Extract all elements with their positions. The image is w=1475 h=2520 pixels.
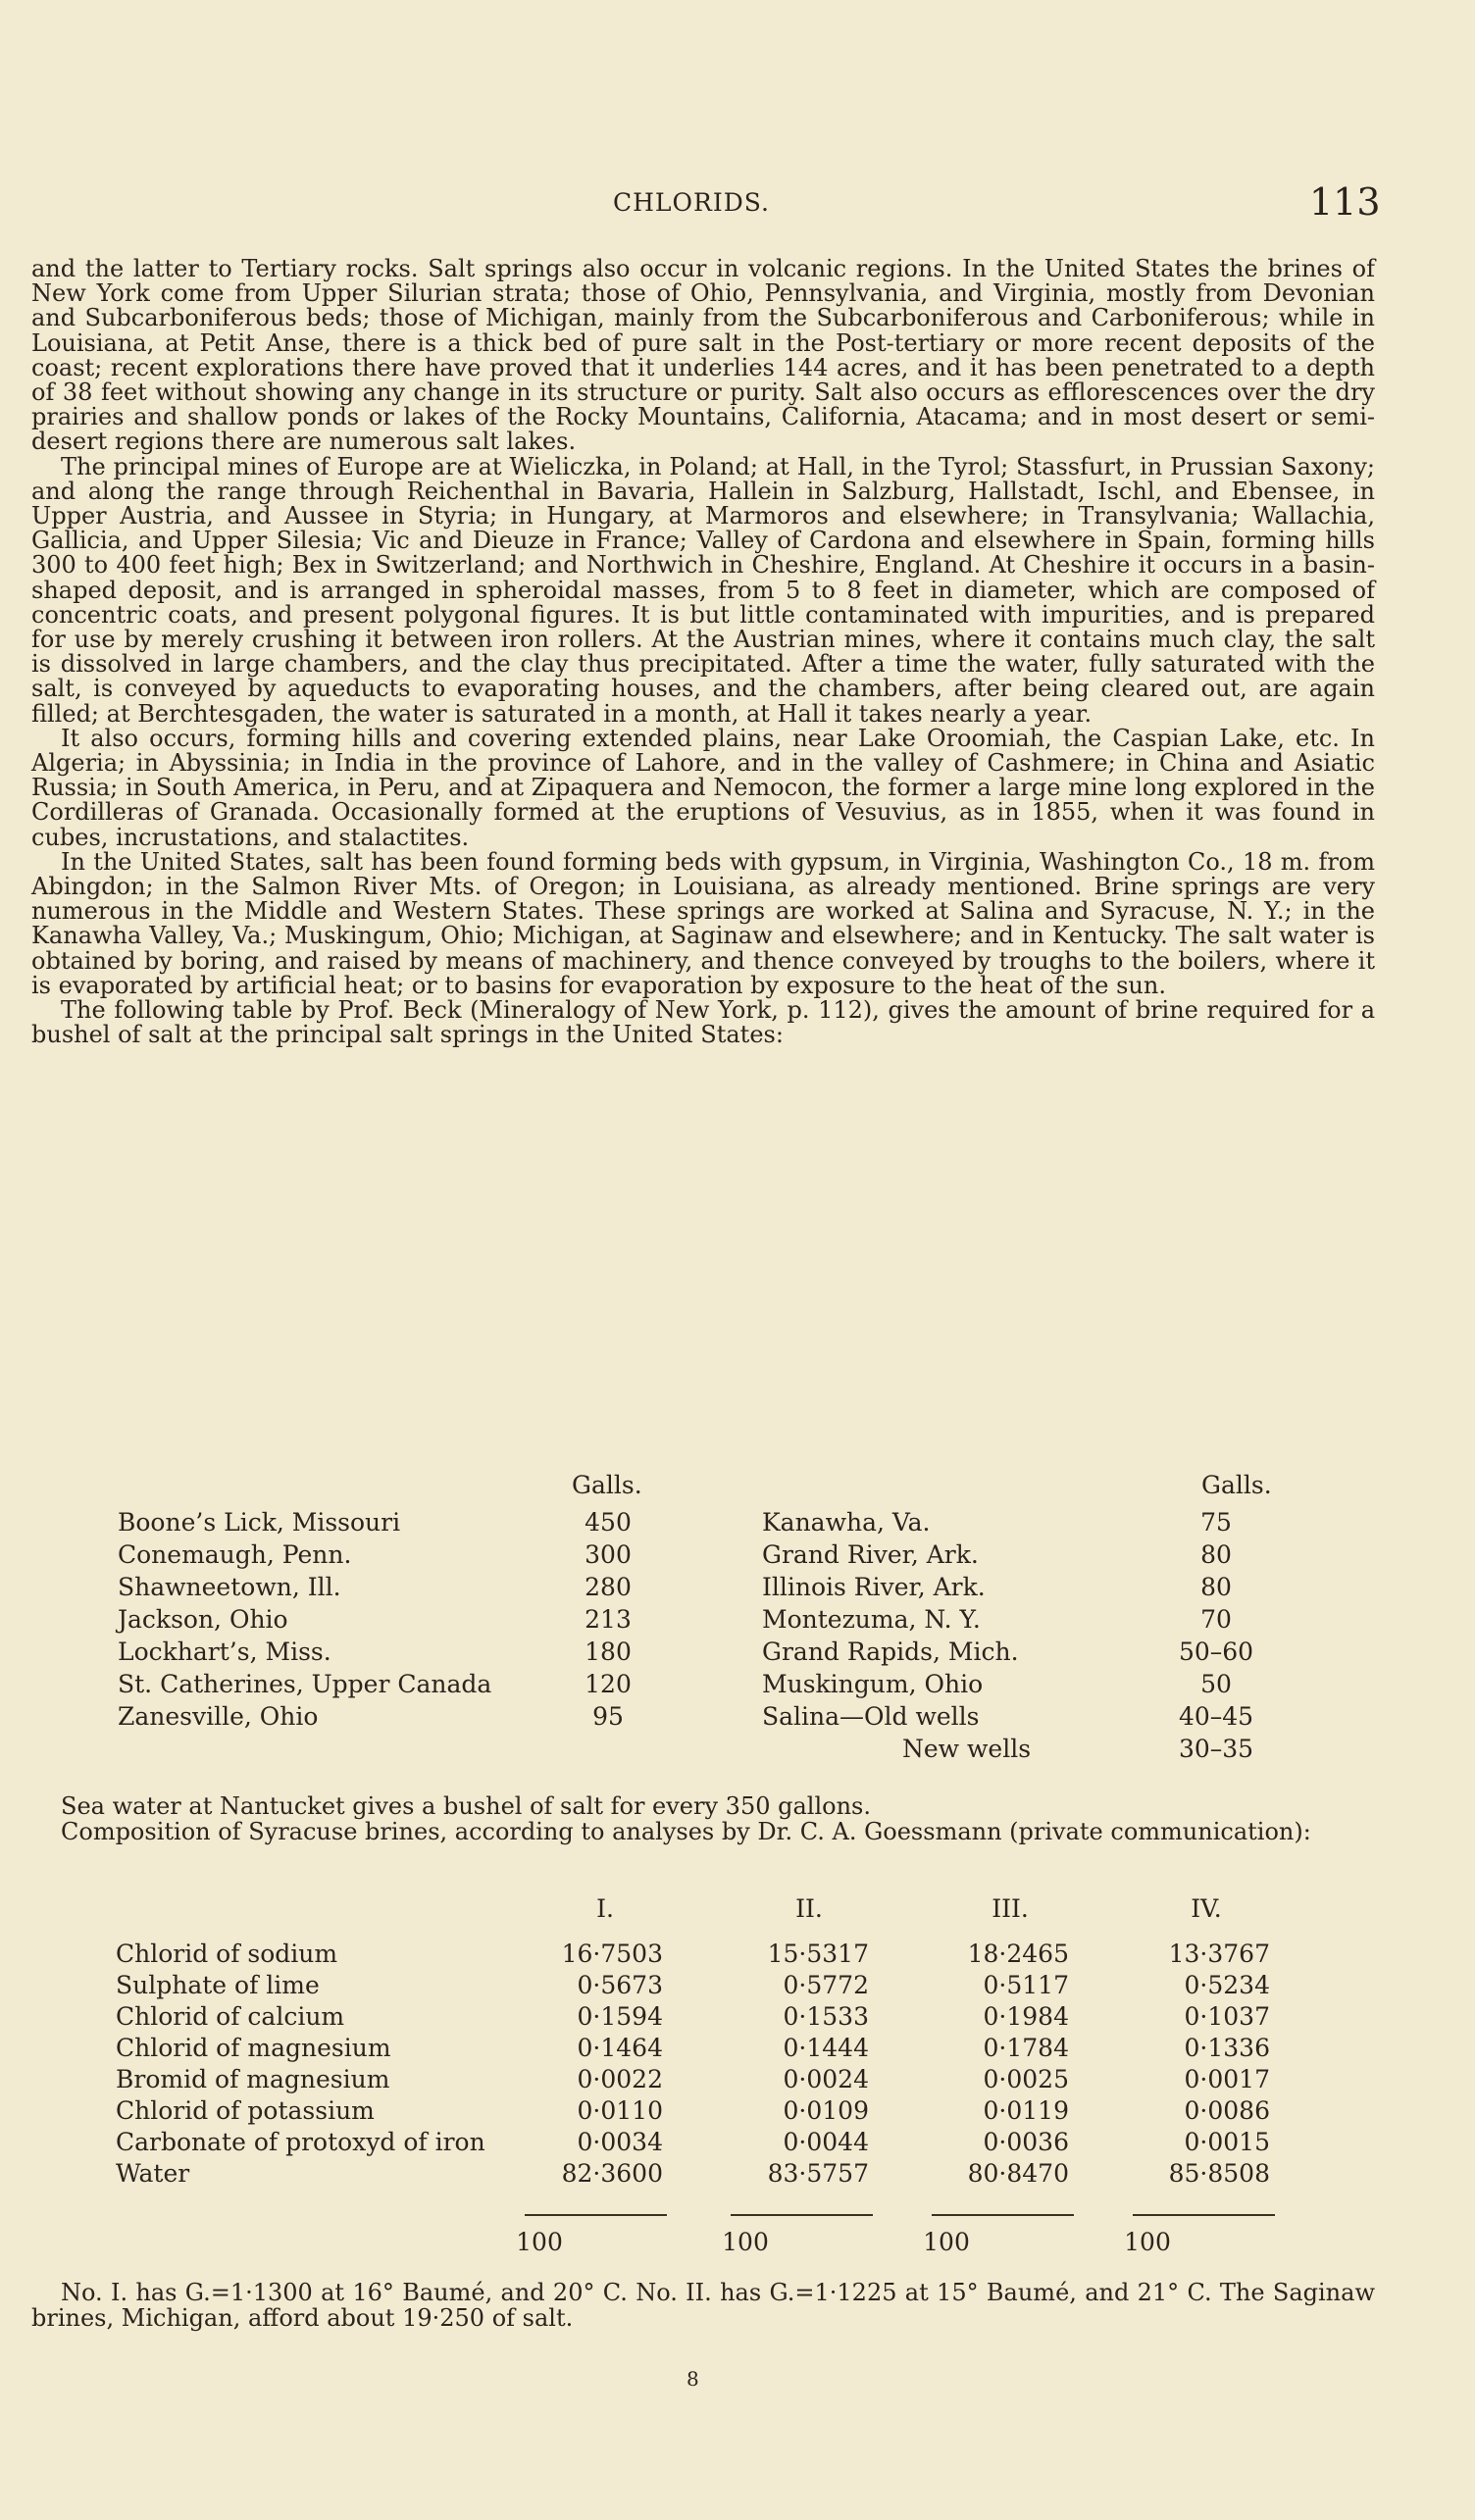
column-header: II. <box>795 1894 823 1923</box>
cell-value: 0·5772 <box>783 1971 869 1999</box>
table-row <box>0 2034 1475 2065</box>
place-name: St. Catherines, Upper Canada <box>118 1670 492 1698</box>
table-row <box>0 1735 1475 1767</box>
column-header: I. <box>596 1894 614 1923</box>
galls-value: 180 <box>585 1638 632 1666</box>
place-name: Zanesville, Ohio <box>118 1702 319 1731</box>
compound-name: Chlorid of sodium <box>116 1940 338 1968</box>
place-name: New wells <box>902 1735 1032 1763</box>
galls-value: 120 <box>585 1670 632 1698</box>
cell-value: 15·5317 <box>767 1940 869 1968</box>
cell-value: 0·0015 <box>1184 2128 1270 2156</box>
table-row <box>0 1508 1475 1540</box>
place-name: Salina—Old wells <box>762 1702 980 1731</box>
table-row <box>0 1638 1475 1670</box>
cell-value: 0·5234 <box>1184 1971 1270 1999</box>
place-name: Kanawha, Va. <box>762 1508 931 1537</box>
cell-value: 0·1594 <box>577 2002 663 2031</box>
place-name: Muskingum, Ohio <box>762 1670 984 1698</box>
table-row <box>0 2065 1475 2096</box>
paragraph-5: The following table by Prof. Beck (Mineralogy of New York, p. 112), gives the amount of brine required for a bushel of salt at the principal salt springs in the United States: <box>31 996 1375 1049</box>
table-row <box>0 1540 1475 1573</box>
cell-value: 85·8508 <box>1168 2159 1270 2188</box>
compound-name: Water <box>116 2159 190 2188</box>
galls-header-right: Galls. <box>1201 1471 1272 1499</box>
galls-header-left: Galls. <box>572 1471 642 1499</box>
cell-value: 0·0034 <box>577 2128 663 2156</box>
place-name: Grand Rapids, Mich. <box>762 1638 1019 1666</box>
cell-value: 80·8470 <box>967 2159 1069 2188</box>
galls-value: 300 <box>585 1540 632 1569</box>
cell-value: 0·0110 <box>577 2096 663 2125</box>
cell-value: 0·0044 <box>783 2128 869 2156</box>
paragraph-4: In the United States, salt has been found forming beds with gypsum, in Virginia, Washington Co., 18 m. from Abingdon; in the Salmon River Mts. of Oregon; in Louisiana, as already mentioned. Brine springs are very numerous in the Middle and Western States. These springs are worked at Salina and Syracuse, N. Y.; in the Kanawha Valley, Va.; Muskingum, Ohio; Michigan, at Saginaw and elsewhere; and in Kentucky. The salt water is obtained by boring, and raised by means of machinery, and thence conveyed by troughs to the boilers, where it is evaporated by artificial heat; or to basins for evaporation by exposure to the heat of the sun. <box>31 847 1375 999</box>
galls-value: 280 <box>585 1573 632 1601</box>
cell-value: 0·0024 <box>783 2065 869 2093</box>
signature-mark: 8 <box>687 2367 699 2391</box>
cell-value: 0·0025 <box>983 2065 1069 2093</box>
compound-name: Chlorid of magnesium <box>116 2034 391 2062</box>
table-row <box>0 1605 1475 1638</box>
sea-water-note: Sea water at Nantucket gives a bushel of salt for every 350 gallons. <box>61 1792 871 1820</box>
cell-value: 16·7503 <box>561 1940 663 1968</box>
compound-name: Chlorid of calcium <box>116 2002 345 2031</box>
table-row <box>0 2159 1475 2191</box>
body-text <box>31 257 1375 1048</box>
cell-value: 0·1784 <box>983 2034 1069 2062</box>
table-row <box>0 1702 1475 1735</box>
galls-value: 80 <box>1200 1573 1232 1601</box>
footnote-text: No. I. has G.=1·1300 at 16° Baumé, and 20° C. No. II. has G.=1·1225 at 15° Baumé, and 21° C. The Saginaw brines, Michigan, afford about 19·250 of salt. <box>31 2279 1375 2332</box>
cell-value: 0·1037 <box>1184 2002 1270 2031</box>
total-value: 100 <box>722 2228 769 2256</box>
table-row <box>0 2096 1475 2128</box>
galls-value: 50 <box>1200 1670 1232 1698</box>
galls-value: 80 <box>1200 1540 1232 1569</box>
total-rule <box>731 2214 873 2216</box>
cell-value: 0·1444 <box>783 2034 869 2062</box>
total-value: 100 <box>516 2228 563 2256</box>
cell-value: 0·1464 <box>577 2034 663 2062</box>
galls-value: 95 <box>592 1702 624 1731</box>
place-name: Boone’s Lick, Missouri <box>118 1508 401 1537</box>
total-rule <box>1133 2214 1275 2216</box>
table-row <box>0 2002 1475 2034</box>
paragraph-2: The principal mines of Europe are at Wieliczka, in Poland; at Hall, in the Tyrol; Stassfurt, in Prussian Saxony; and along the range through Reichenthal in Bavaria, Hallein in Salzburg, Hallstadt, Ischl, and Ebensee, in Upper Austria, and Aussee in Styria; in Hungary, at Marmoros and elsewhere; in Transylvania; Wallachia, Gallicia, and Upper Silesia; Vic and Dieuze in France; Valley of Cardona and elsewhere in Spain, forming hills 300 to 400 feet high; Bex in Switzerland; and Northwich in Cheshire, England. At Cheshire it occurs in a basin-shaped deposit, and is arranged in spheroidal masses, from 5 to 8 feet in diameter, which are composed of concentric coats, and present polygonal figures. It is but little contaminated with impurities, and is prepared for use by merely crushing it between iron rollers. At the Austrian mines, where it contains much clay, the salt is dissolved in large chambers, and the clay thus precipitated. After a time the water, fully saturated with the salt, is conveyed by aqueducts to evaporating houses, and the chambers, after being cleared out, are again filled; at Berchtesgaden, the water is saturated in a month, at Hall it takes nearly a year. <box>31 452 1375 728</box>
cell-value: 0·0036 <box>983 2128 1069 2156</box>
composition-intro: Composition of Syracuse brines, according to analyses by Dr. C. A. Goessmann (private communication): <box>61 1817 1311 1845</box>
place-name: Illinois River, Ark. <box>762 1573 986 1601</box>
table-row <box>0 1573 1475 1605</box>
cell-value: 0·5117 <box>983 1971 1069 1999</box>
place-name: Conemaugh, Penn. <box>118 1540 352 1569</box>
cell-value: 82·3600 <box>561 2159 663 2188</box>
compound-name: Chlorid of potassium <box>116 2096 375 2125</box>
composition-table <box>0 1894 1475 2272</box>
cell-value: 0·0109 <box>783 2096 869 2125</box>
table-row <box>0 1940 1475 1971</box>
paragraph-1: and the latter to Tertiary rocks. Salt springs also occur in volcanic regions. In the United States the brines of New York come from Upper Silurian strata; those of Ohio, Pennsylvania, and Virginia, mostly from Devonian and Subcarboniferous beds; those of Michigan, mainly from the Subcarboniferous and Carboniferous; while in Louisiana, at Petit Anse, there is a thick bed of pure salt in the Post-tertiary or more recent deposits of the coast; recent explorations there have proved that it underlies 144 acres, and it has been penetrated to a depth of 38 feet without showing any change in its structure or purity. Salt also occurs as efflorescences over the dry prairies and shallow ponds or lakes of the Rocky Mountains, California, Atacama; and in most desert or semi-desert regions there are numerous salt lakes. <box>31 255 1375 456</box>
galls-value: 30–35 <box>1178 1735 1254 1763</box>
place-name: Jackson, Ohio <box>118 1605 288 1634</box>
total-rule <box>525 2214 667 2216</box>
footnote <box>31 2280 1375 2331</box>
compound-name: Bromid of magnesium <box>116 2065 390 2093</box>
total-value: 100 <box>1124 2228 1171 2256</box>
cell-value: 0·5673 <box>577 1971 663 1999</box>
galls-value: 70 <box>1200 1605 1232 1634</box>
galls-value: 75 <box>1200 1508 1232 1537</box>
table-row <box>0 2128 1475 2159</box>
compound-name: Sulphate of lime <box>116 1971 320 1999</box>
cell-value: 83·5757 <box>767 2159 869 2188</box>
column-header: IV. <box>1191 1894 1222 1923</box>
place-name: Lockhart’s, Miss. <box>118 1638 331 1666</box>
cell-value: 0·0022 <box>577 2065 663 2093</box>
table-row <box>0 1971 1475 2002</box>
running-head <box>0 180 1475 229</box>
galls-value: 40–45 <box>1178 1702 1254 1731</box>
cell-value: 0·0017 <box>1184 2065 1270 2093</box>
galls-value: 213 <box>585 1605 632 1634</box>
compound-name: Carbonate of protoxyd of iron <box>116 2128 485 2156</box>
place-name: Grand River, Ark. <box>762 1540 979 1569</box>
cell-value: 18·2465 <box>967 1940 1069 1968</box>
chapter-title: CHLORIDS. <box>613 188 770 217</box>
totals-row <box>0 2228 1475 2259</box>
place-name: Shawneetown, Ill. <box>118 1573 341 1601</box>
cell-value: 0·1336 <box>1184 2034 1270 2062</box>
column-header: III. <box>992 1894 1029 1923</box>
total-value: 100 <box>923 2228 970 2256</box>
galls-value: 450 <box>585 1508 632 1537</box>
cell-value: 0·1984 <box>983 2002 1069 2031</box>
page-number: 113 <box>1309 180 1381 224</box>
galls-value: 50–60 <box>1178 1638 1254 1666</box>
paragraph-3: It also occurs, forming hills and covering extended plains, near Lake Oroomiah, the Caspian Lake, etc. In Algeria; in Abyssinia; in India in the province of Lahore, and in the valley of Cashmere; in China and Asiatic Russia; in South America, in Peru, and at Zipaquera and Nemocon, the former a large mine long explored in the Cordilleras of Granada. Occasionally formed at the eruptions of Vesuvius, as in 1855, when it was found in cubes, incrustations, and stalactites. <box>31 724 1375 851</box>
cell-value: 0·0086 <box>1184 2096 1270 2125</box>
total-rule <box>932 2214 1074 2216</box>
brine-table <box>0 1471 1475 1794</box>
table-row <box>0 1670 1475 1702</box>
place-name: Montezuma, N. Y. <box>762 1605 981 1634</box>
after-table-text <box>31 1794 1375 1844</box>
cell-value: 0·0119 <box>983 2096 1069 2125</box>
cell-value: 13·3767 <box>1168 1940 1270 1968</box>
cell-value: 0·1533 <box>783 2002 869 2031</box>
